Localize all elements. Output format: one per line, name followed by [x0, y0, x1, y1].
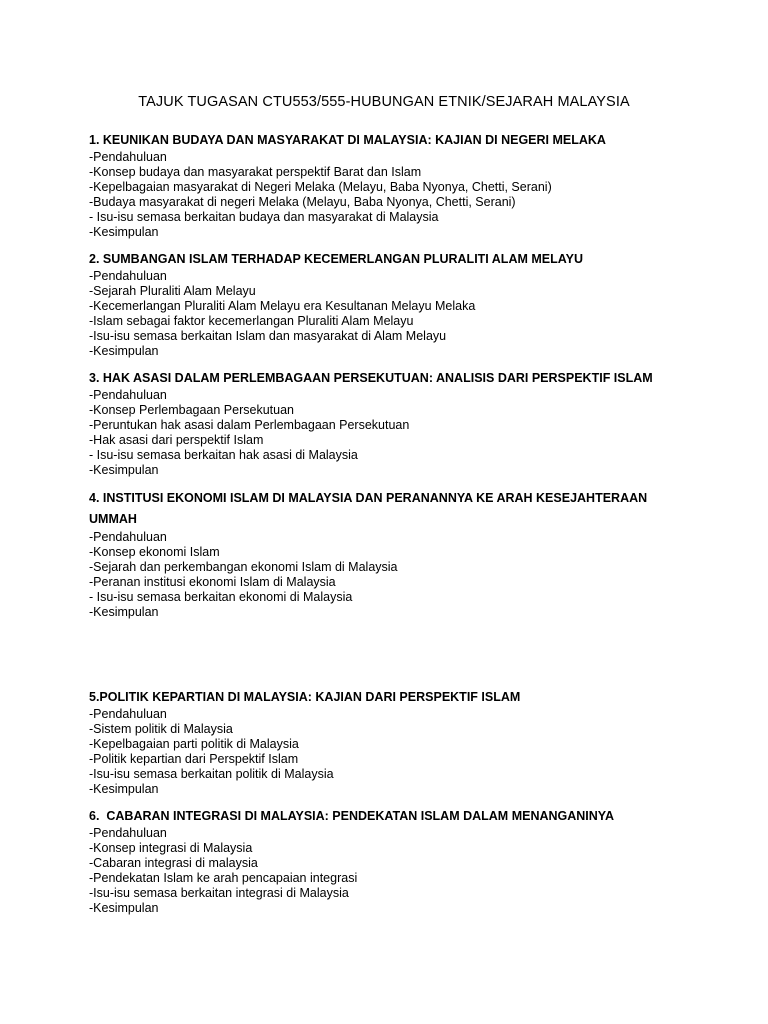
list-item: -Pendahuluan [89, 707, 167, 721]
list-item: -Sejarah Pluraliti Alam Melayu [89, 284, 256, 298]
list-item: -Pendahuluan [89, 530, 167, 544]
section-6 [89, 807, 689, 916]
list-item: -Pendahuluan [89, 388, 167, 402]
list-item: -Isu-isu semasa berkaitan politik di Malaysia [89, 767, 334, 781]
list-item: -Islam sebagai faktor kecemerlangan Pluraliti Alam Melayu [89, 314, 414, 328]
list-item: -Kepelbagaian masyarakat di Negeri Melaka (Melayu, Baba Nyonya, Chetti, Serani) [89, 180, 552, 194]
list-item: -Peranan institusi ekonomi Islam di Malaysia [89, 575, 336, 589]
list-item: -Kesimpulan [89, 344, 159, 358]
list-item: -Hak asasi dari perspektif Islam [89, 433, 264, 447]
section-heading: 2. SUMBANGAN ISLAM TERHADAP KECEMERLANGAN PLURALITI ALAM MELAYU [89, 252, 583, 266]
section-5 [89, 688, 689, 797]
list-item: -Pendekatan Islam ke arah pencapaian integrasi [89, 871, 358, 885]
list-item: -Sistem politik di Malaysia [89, 722, 233, 736]
list-item: -Isu-isu semasa berkaitan integrasi di Malaysia [89, 886, 349, 900]
list-item: -Konsep integrasi di Malaysia [89, 841, 253, 855]
list-item: -Sejarah dan perkembangan ekonomi Islam di Malaysia [89, 560, 398, 574]
section-item-list [89, 707, 689, 797]
list-item: -Konsep ekonomi Islam [89, 545, 220, 559]
list-item: -Politik kepartian dari Perspektif Islam [89, 752, 299, 766]
section-1 [89, 131, 689, 240]
list-item: -Pendahuluan [89, 269, 167, 283]
section-heading: 5.POLITIK KEPARTIAN DI MALAYSIA: KAJIAN DARI PERSPEKTIF ISLAM [89, 690, 521, 704]
list-item: -Kesimpulan [89, 225, 159, 239]
section-2 [89, 250, 689, 359]
section-item-list [89, 388, 689, 478]
list-item: -Konsep budaya dan masyarakat perspektif Barat dan Islam [89, 165, 422, 179]
list-item: -Pendahuluan [89, 826, 167, 840]
list-item: -Kesimpulan [89, 605, 159, 619]
section-4 [89, 488, 689, 620]
section-heading: 6. CABARAN INTEGRASI DI MALAYSIA: PENDEKATAN ISLAM DALAM MENANGANINYA [89, 809, 615, 823]
document-title: TAJUK TUGASAN CTU553/555-HUBUNGAN ETNIK/SEJARAH MALAYSIA [138, 94, 630, 110]
section-item-list [89, 269, 689, 359]
section-3 [89, 369, 689, 478]
section-heading: 4. INSTITUSI EKONOMI ISLAM DI MALAYSIA DAN PERANANNYA KE ARAH KESEJAHTERAAN UMMAH [89, 491, 648, 526]
list-item: -Kesimpulan [89, 901, 159, 915]
list-item: -Kepelbagaian parti politik di Malaysia [89, 737, 299, 751]
list-item: -Peruntukan hak asasi dalam Perlembagaan Persekutuan [89, 418, 410, 432]
list-item: -Pendahuluan [89, 150, 167, 164]
list-item: -Isu-isu semasa berkaitan Islam dan masyarakat di Alam Melayu [89, 329, 447, 343]
list-item: -Kesimpulan [89, 463, 159, 477]
section-item-list [89, 826, 689, 916]
list-item: - Isu-isu semasa berkaitan budaya dan masyarakat di Malaysia [89, 210, 439, 224]
section-item-list [89, 150, 689, 240]
list-item: -Budaya masyarakat di negeri Melaka (Melayu, Baba Nyonya, Chetti, Serani) [89, 195, 516, 209]
section-heading: 3. HAK ASASI DALAM PERLEMBAGAAN PERSEKUTUAN: ANALISIS DARI PERSPEKTIF ISLAM [89, 371, 653, 385]
list-item: -Kecemerlangan Pluraliti Alam Melayu era Kesultanan Melayu Melaka [89, 299, 476, 313]
list-item: -Konsep Perlembagaan Persekutuan [89, 403, 294, 417]
list-item: - Isu-isu semasa berkaitan ekonomi di Malaysia [89, 590, 353, 604]
list-item: - Isu-isu semasa berkaitan hak asasi di Malaysia [89, 448, 358, 462]
section-item-list [89, 530, 689, 620]
list-item: -Cabaran integrasi di malaysia [89, 856, 258, 870]
list-item: -Kesimpulan [89, 782, 159, 796]
section-heading: 1. KEUNIKAN BUDAYA DAN MASYARAKAT DI MALAYSIA: KAJIAN DI NEGERI MELAKA [89, 133, 606, 147]
